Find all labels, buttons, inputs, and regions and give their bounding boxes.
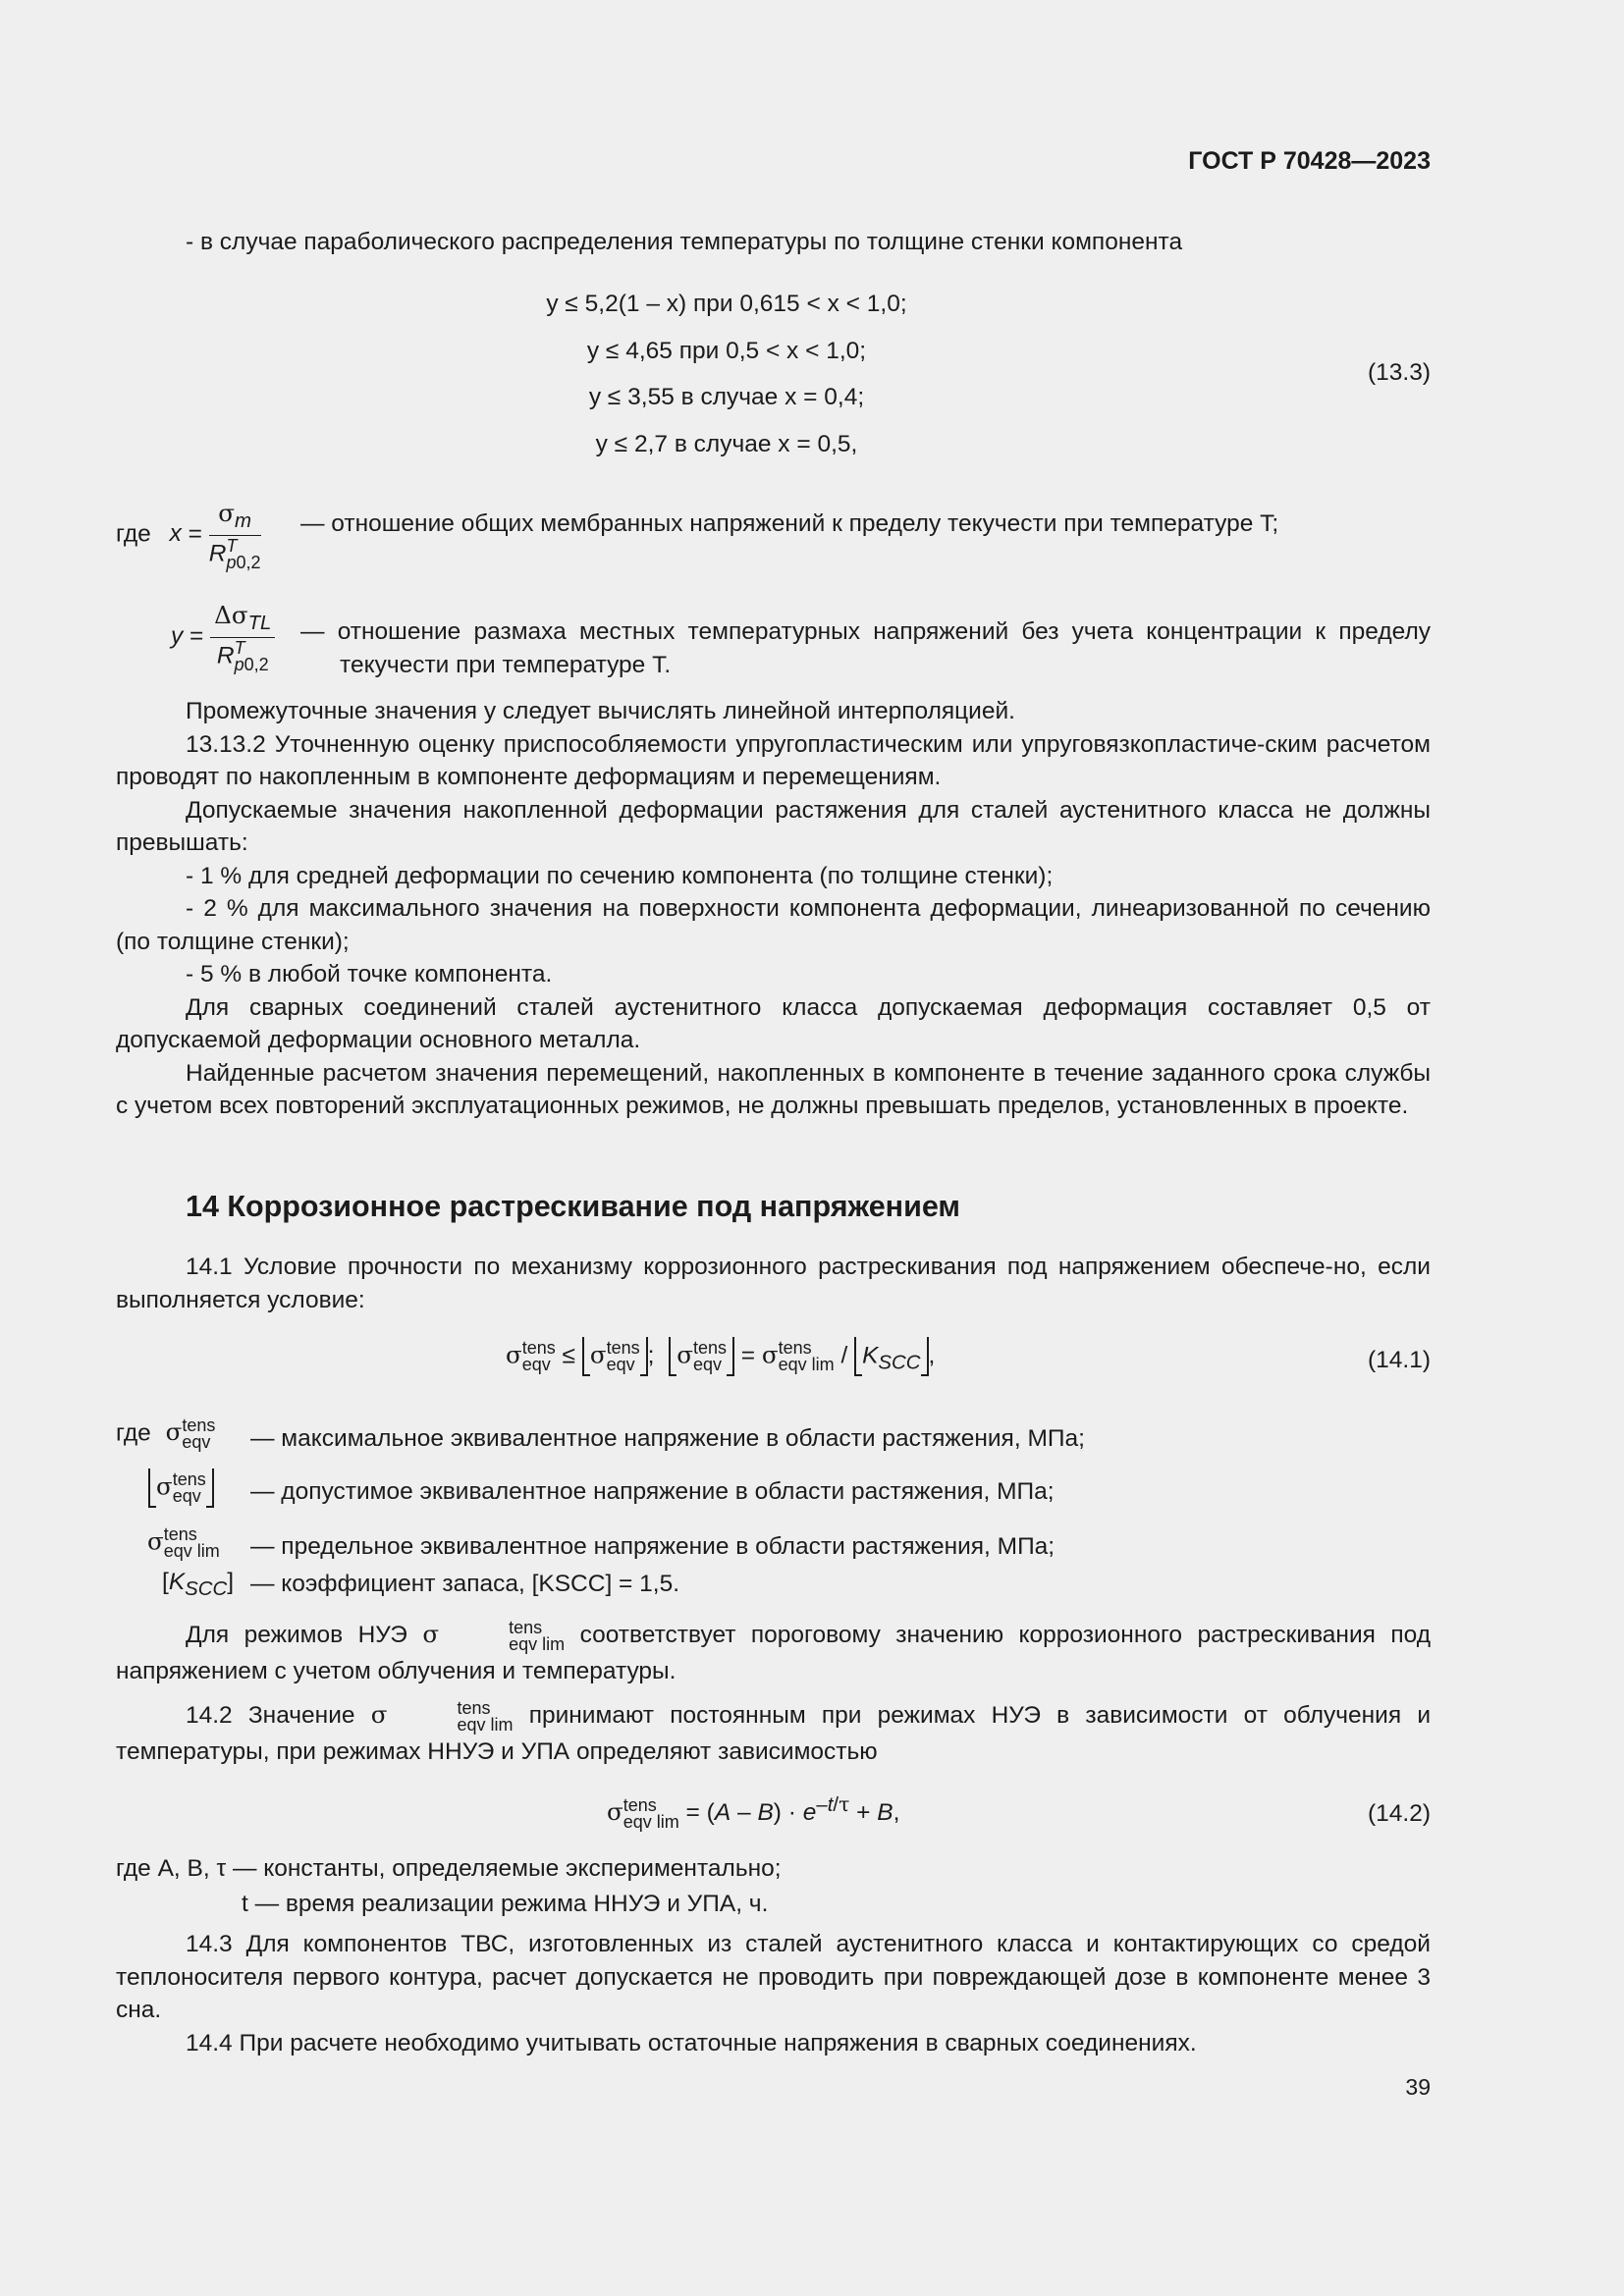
equation-14-1: σ tens eqv ≤ σ tens eqv ; σ tens eqv = σ tens eqv lim / $K_{SCC}$ , [506,1338,936,1374]
equation-number: (14.1) [1367,1347,1431,1373]
paragraph: 14.3 Для компонентов ТВС, изготовленных из сталей аустенитного класса и контактирующих со средой теплоносителя первого контура, расчет допускается не проводить при повреждающей дозе в компоненте менее 3 сна. [116,1931,1431,2023]
page-number: 39 [1405,2074,1431,2100]
def-kscc-text: — коэффициент запаса, [KSCC] = 1,5. [250,1571,680,1597]
def-limit-symbol: σ tens eqv lim [147,1524,220,1561]
where-label: где [116,520,151,548]
def-allowable-symbol: σ tens eqv [148,1468,214,1508]
paragraph: Для сварных соединений сталей аустенитного класса допускаемая деформация составляет 0,5 от допускаемой деформации основного металла. [116,993,1431,1053]
var-x: x [169,520,182,548]
def-sigma-eqv-symbol: где σ tens eqv [116,1415,216,1452]
paragraph: Найденные расчетом значения перемещений, накопленных в компоненте в течение заданного срока службы с учетом всех повторений эксплуатационных режимов, не должны превышать пределов, установленных в проекте. [116,1059,1431,1119]
def-allowable-text: — допустимое эквивалентное напряжение в области растяжения, МПа; [250,1478,1055,1505]
definition-y: y = $\Delta\sigma_{TL}$ R T p0,2 [171,601,275,673]
paragraph: 13.13.2 Уточненную оценку приспособляемости упругопластическим или упруговязкопластиче-ским расчетом проводят по накопленным в компоненте деформациям и перемещениям. [116,730,1431,790]
definition-x-text: — отношение общих мембранных напряжений к пределу текучести при температуре T; [300,510,1279,537]
paragraph-parabolic: - в случае параболического распределения температуры по толщине стенки компонента [186,229,1183,255]
eq-13-3-line: y ≤ 3,55 в случае x = 0,4; [588,384,865,410]
body-text-a [116,695,1431,1123]
fraction-x: $\sigma_m$ R T p0,2 [208,499,261,572]
equation-number: (13.3) [1367,359,1431,386]
paragraph-14-3-14-4 [116,1928,1431,2059]
paragraph: 14.4 При расчете необходимо учитывать остаточные напряжения в сварных соединениях. [186,2029,1197,2056]
def-kscc-symbol: $[K_{SCC}]$ [162,1569,235,1600]
def-sigma-eqv-text: — максимальное эквивалентное напряжение в области растяжения, МПа; [250,1425,1085,1452]
paragraph-14-1: 14.1 Условие прочности по механизму коррозионного растрескивания под напряжением обеспече-но, если выполняется условие: [116,1254,1431,1313]
equation-14-2: σ tens eqv lim = $(A - B) \cdot e^{-t/\tau} + B$, [607,1792,900,1832]
section-heading: 14 Коррозионное растрескивание под напряжением [186,1190,960,1223]
paragraph: Допускаемые значения накопленной деформации растяжения для сталей аустенитного класса не должны превышать: [116,796,1431,856]
paragraph: Промежуточные значения y следует вычислять линейной интерполяцией. [186,698,1015,724]
document-id: ГОСТ Р 70428—2023 [1188,147,1431,175]
equation-number: (14.2) [1367,1800,1431,1827]
definition-x: где x = $\sigma_m$ R T p0,2 [116,499,261,572]
def-constants: где A, B, τ — константы, определяемые экспериментально; [116,1855,782,1882]
def-time: t — время реализации режима ННУЭ и УПА, ч. [242,1891,769,1917]
def-limit-text: — предельное эквивалентное напряжение в области растяжения, МПа; [250,1533,1056,1560]
paragraph: - 1 % для средней деформации по сечению компонента (по толщине стенки); [186,862,1054,889]
definition-y-text: — отношение размаха местных температурных напряжений без учета концентрации к пределу текучести при температуре T. [300,618,1431,678]
eq-13-3-line: y ≤ 2,7 в случае x = 0,5, [595,430,858,457]
eq-13-3-line: y ≤ 4,65 при 0,5 < x < 1,0; [586,337,867,364]
var-y: y [171,622,184,650]
eq-13-3-line: y ≤ 5,2(1 – x) при 0,615 < x < 1,0; [546,291,907,317]
fraction-y: $\Delta\sigma_{TL}$ R T p0,2 [210,601,275,673]
equation-13-3 [422,281,1031,467]
paragraph-14-2: 14.2 Значение σ tens eqv lim принимают постоянным при режимах НУЭ в зависимости от облучения и температуры, при режимах ННУЭ и УПА определяют зависимостью [116,1697,1432,1765]
paragraph: - 5 % в любой точке компонента. [186,961,553,988]
paragraph-nue: Для режимов НУЭ σ tens eqv lim соответствует пороговому значению коррозионного растрескивания под напряжением с учетом облучения и температуры. [116,1617,1432,1684]
paragraph: - 2 % для максимального значения на поверхности компонента деформации, линеаризованной по сечению (по толщине стенки); [116,895,1431,955]
